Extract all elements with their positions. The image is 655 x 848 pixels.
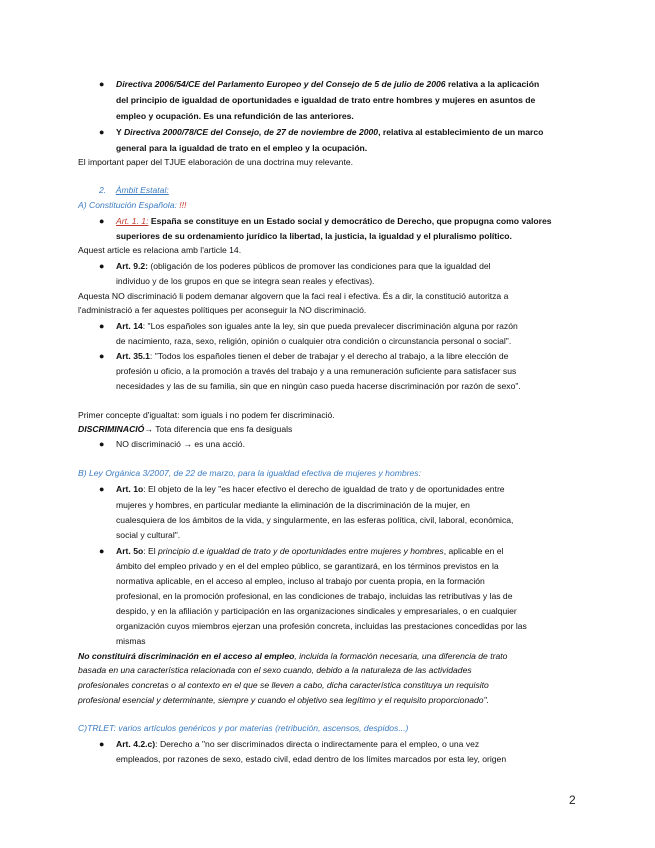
text-line: del principio de igualdad de oportunidades e igualdad de trato entre hombres y mujeres en asuntos de — [116, 95, 536, 105]
bullet: ● — [99, 321, 105, 331]
bullet: ● — [99, 127, 105, 137]
article-link[interactable]: Art. 1. 1: — [116, 216, 149, 226]
text-line: empleados, por razones de sexo, estado civil, edad dentro de los límites marcados por esta ley, origen — [116, 754, 507, 764]
text-line: necesidades y las de su familia, sin que en ningún caso pueda hacerse discriminación por razón de sexo". — [116, 381, 521, 391]
text-line: mismas — [116, 636, 146, 646]
text-line: Art. 4.2.c): Derecho a "no ser discriminados directa o indirectamente para el empleo, o una vez — [116, 739, 480, 749]
text-line: Aquest article es relaciona amb l'article 14. — [78, 245, 242, 255]
text-line: Y Directiva 2000/78/CE del Consejo, de 27 de noviembre de 2000, relativa al establecimiento de un marco — [116, 127, 544, 137]
text-line: l'administració a fer aquestes polítiques per aconseguir la NO discriminació. — [78, 305, 367, 315]
subsection-heading: C)TRLET: varios artículos genéricos y por materias (retribución, ascensos, despidos...) — [78, 723, 409, 733]
subsection-heading: B) Ley Orgánica 3/2007, de 22 de marzo, para la igualdad efectiva de mujeres y hombres: — [78, 468, 421, 478]
text-line: Directiva 2006/54/CE del Parlamento Europeo y del Consejo de 5 de julio de 2006 relativa a la aplicación — [116, 79, 540, 89]
bullet: ● — [99, 351, 105, 361]
text-line: general para la igualdad de trato en el empleo y la ocupación. — [116, 143, 368, 153]
text-line: DISCRIMINACIÓ→ Tota diferencia que ens fa desiguals — [78, 424, 293, 434]
text-line: normativa aplicable, en el acceso al empleo, incluso al trabajo por cuenta propia, en la formación — [116, 576, 485, 586]
bullet: ● — [99, 739, 105, 749]
text-line: Art. 35.1: "Todos los españoles tienen el deber de trabajar y el derecho al trabajo, a la libre elección de — [116, 351, 509, 361]
section-heading: 2. Àmbit Estatal: — [99, 185, 169, 195]
text-line: superiores de su ordenamiento jurídico la libertad, la justicia, la igualdad y el pluralismo político. — [116, 231, 512, 241]
text-line: NO discriminació → es una acció. — [116, 439, 245, 449]
text-line: ámbito del empleo privado y en el del empleo público, se garantizará, en los términos previstos en la — [116, 561, 499, 571]
text-line: Art. 1. 1: España se constituye en un Estado social y democrático de Derecho, que propugna como valores — [116, 216, 552, 226]
text-line: profesionales concretas o al contexto en el que se lleven a cabo, dicha característica constituya un requisito — [78, 680, 489, 690]
text-line: Primer concepte d'igualtat: som iguals i no podem fer discriminació. — [78, 410, 335, 420]
bullet: ● — [99, 79, 105, 89]
text-line: Art. 14: "Los españoles son iguales ante la ley, sin que pueda prevalecer discriminación alguna por razón — [116, 321, 518, 331]
text-line: cualesquiera de los ámbitos de la vida, y singularmente, en las esferas política, civil, laboral, económica, — [116, 515, 514, 525]
text-line: empleo y ocupación. Es una refundición de las anteriores. — [116, 111, 354, 121]
text-line: despido, y en la afiliación y participación en las organizaciones sindicales y empresariales, o en cualquier — [116, 606, 517, 616]
text-line: basada en una característica relacionada con el sexo cuando, debido a la naturaleza de las actividades — [78, 665, 472, 675]
text-line: Aquesta NO discriminació li podem demanar algovern que la faci real i efectiva. És a dir, la constitució autoritza a — [78, 291, 509, 301]
text-line: No constituirá discriminación en el acceso al empleo, incluida la formación necesaria, una diferencia de trato — [78, 651, 508, 661]
text-line: individuo y de los grupos en que se integra sean reales y efectivas). — [116, 276, 375, 286]
subsection-heading: A) Constitución Española: !!! — [78, 200, 187, 210]
text-line: Art. 5o: El principio d.e igualdad de trato y de oportunidades entre mujeres y hombres, aplicable en el — [116, 546, 504, 556]
text-line: organización cuyos miembros ejerzan una profesión concreta, incluidas las prestaciones concedidas por las — [116, 621, 527, 631]
bullet: ● — [99, 546, 105, 556]
text-line: social y cultural". — [116, 530, 181, 540]
text-line: El important paper del TJUE elaboración de una doctrina muy relevante. — [78, 157, 353, 167]
text-line: profesional esencial y determinante, siempre y cuando el objetivo sea legítimo y el requisito proporcionado". — [78, 695, 490, 705]
bullet: ● — [99, 439, 105, 449]
bullet: ● — [99, 216, 105, 226]
page-number: 2 — [569, 793, 576, 807]
text-line: profesión u oficio, a la promoción a través del trabajo y a una remuneración suficiente para satisfacer sus — [116, 366, 517, 376]
bullet: ● — [99, 484, 105, 494]
text-line: Art. 1o: El objeto de la ley "es hacer efectivo el derecho de igualdad de trato y de oportunidades entre — [116, 484, 505, 494]
text-line: profesional, en la promoción profesional, en las condiciones de trabajo, incluidas las retributivas y las de — [116, 591, 513, 601]
bullet: ● — [99, 261, 105, 271]
text-line: mujeres y hombres, en particular mediante la eliminación de la discriminación de la mujer, en — [116, 500, 470, 510]
text-line: Art. 9.2: (obligación de los poderes públicos de promover las condiciones para que la igualdad del — [116, 261, 491, 271]
text-line: de nacimiento, raza, sexo, religión, opinión o cualquier otra condición o circunstancia personal o social". — [116, 336, 512, 346]
